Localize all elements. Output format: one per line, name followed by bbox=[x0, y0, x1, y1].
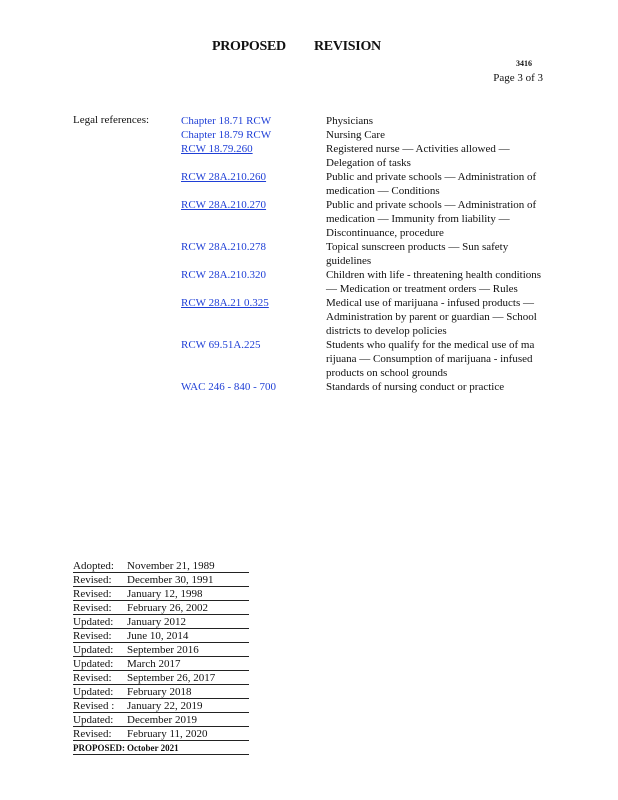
title-proposed: PROPOSED bbox=[212, 39, 286, 54]
legal-reference-row bbox=[181, 198, 581, 240]
history-label: Revised: bbox=[73, 630, 112, 642]
page-number: Page 3 of 3 bbox=[493, 72, 543, 84]
history-label: Adopted: bbox=[73, 560, 114, 572]
reference-description: Physicians bbox=[326, 115, 374, 127]
history-label: Revised: bbox=[73, 588, 112, 600]
history-row bbox=[73, 559, 249, 573]
history-row bbox=[73, 657, 249, 671]
legal-reference-row bbox=[181, 128, 581, 142]
history-date: February 26, 2002 bbox=[127, 602, 208, 614]
reference-code bbox=[181, 240, 326, 268]
reference-description: Public and private schools — Administration of medication — Immunity from liability — Discontinuance, procedure bbox=[326, 199, 537, 239]
reference-code bbox=[181, 338, 326, 380]
reference-code bbox=[181, 380, 326, 394]
history-row bbox=[73, 615, 249, 629]
history-date: January 22, 2019 bbox=[127, 700, 203, 712]
history-row bbox=[73, 741, 249, 755]
history-row bbox=[73, 601, 249, 615]
history-date: December 30, 1991 bbox=[127, 574, 214, 586]
history-date: February 2018 bbox=[127, 686, 192, 698]
reference-code-text[interactable]: RCW 28A.210.260 bbox=[181, 171, 267, 183]
history-row bbox=[73, 573, 249, 587]
history-date: October 2021 bbox=[127, 743, 179, 753]
history-label: Updated: bbox=[73, 714, 114, 726]
legal-reference-row bbox=[181, 114, 581, 128]
reference-code-text: Chapter 18.71 RCW bbox=[181, 115, 272, 127]
reference-code-link[interactable] bbox=[181, 142, 326, 170]
reference-description: Standards of nursing conduct or practice bbox=[326, 381, 505, 393]
reference-code-text: Chapter 18.79 RCW bbox=[181, 129, 272, 141]
reference-description: Topical sunscreen products — Sun safety guidelines bbox=[326, 241, 509, 267]
history-date: September 26, 2017 bbox=[127, 672, 216, 684]
title-revision: REVISION bbox=[314, 39, 381, 54]
history-row bbox=[73, 713, 249, 727]
reference-code-text: WAC 246 - 840 - 700 bbox=[181, 381, 277, 393]
legal-reference-row bbox=[181, 142, 581, 170]
history-row bbox=[73, 727, 249, 741]
reference-description: Nursing Care bbox=[326, 129, 385, 141]
history-label: Updated: bbox=[73, 616, 114, 628]
reference-description: Students who qualify for the medical use of ma rijuana — Consumption of marijuana - infused products on school grounds bbox=[326, 339, 535, 379]
document-title bbox=[0, 39, 618, 59]
reference-code-link[interactable] bbox=[181, 296, 326, 338]
history-label: PROPOSED: bbox=[73, 743, 126, 753]
legal-reference-row bbox=[181, 240, 581, 268]
reference-description: Medical use of marijuana - infused products — Administration by parent or guardian — School districts to develop policies bbox=[326, 297, 537, 337]
history-date: December 2019 bbox=[127, 714, 197, 726]
history-date: January 2012 bbox=[127, 616, 186, 628]
legal-reference-row bbox=[181, 170, 581, 198]
history-date: February 11, 2020 bbox=[127, 728, 208, 740]
reference-description: Public and private schools — Administration of medication — Conditions bbox=[326, 171, 537, 197]
history-row bbox=[73, 671, 249, 685]
revision-history bbox=[73, 559, 249, 755]
reference-code-text[interactable]: RCW 28A.210.270 bbox=[181, 199, 267, 211]
reference-code-link[interactable] bbox=[181, 170, 326, 198]
history-label: Revised : bbox=[73, 700, 115, 712]
reference-code-text: RCW 28A.210.278 bbox=[181, 241, 267, 253]
legal-reference-row bbox=[181, 380, 581, 394]
history-row bbox=[73, 629, 249, 643]
reference-code-text[interactable]: RCW 18.79.260 bbox=[181, 143, 253, 155]
history-label: Updated: bbox=[73, 644, 114, 656]
reference-code-text[interactable]: RCW 28A.21 0.325 bbox=[181, 297, 269, 309]
history-date: June 10, 2014 bbox=[127, 630, 189, 642]
history-date: January 12, 1998 bbox=[127, 588, 203, 600]
history-label: Revised: bbox=[73, 728, 112, 740]
history-row bbox=[73, 685, 249, 699]
history-date: March 2017 bbox=[127, 658, 181, 670]
history-label: Revised: bbox=[73, 672, 112, 684]
reference-code bbox=[181, 128, 326, 142]
history-date: November 21, 1989 bbox=[127, 560, 215, 572]
history-label: Updated: bbox=[73, 686, 114, 698]
legal-references-label: Legal references: bbox=[73, 114, 150, 126]
reference-code-text: RCW 28A.210.320 bbox=[181, 269, 267, 281]
reference-code-link[interactable] bbox=[181, 198, 326, 240]
reference-code-text: RCW 69.51A.225 bbox=[181, 339, 261, 351]
policy-number: 3416 bbox=[516, 59, 532, 68]
history-label: Updated: bbox=[73, 658, 114, 670]
reference-description: Registered nurse — Activities allowed — Delegation of tasks bbox=[326, 143, 510, 169]
history-row bbox=[73, 643, 249, 657]
legal-reference-row bbox=[181, 296, 581, 338]
reference-description: Children with life - threatening health conditions — Medication or treatment orders — Rules bbox=[326, 269, 542, 295]
history-row bbox=[73, 699, 249, 713]
reference-code bbox=[181, 268, 326, 296]
reference-code bbox=[181, 114, 326, 128]
history-date: September 2016 bbox=[127, 644, 199, 656]
history-row bbox=[73, 587, 249, 601]
history-label: Revised: bbox=[73, 574, 112, 586]
history-label: Revised: bbox=[73, 602, 112, 614]
legal-reference-row bbox=[181, 268, 581, 296]
legal-references-list bbox=[181, 114, 581, 394]
legal-reference-row bbox=[181, 338, 581, 380]
